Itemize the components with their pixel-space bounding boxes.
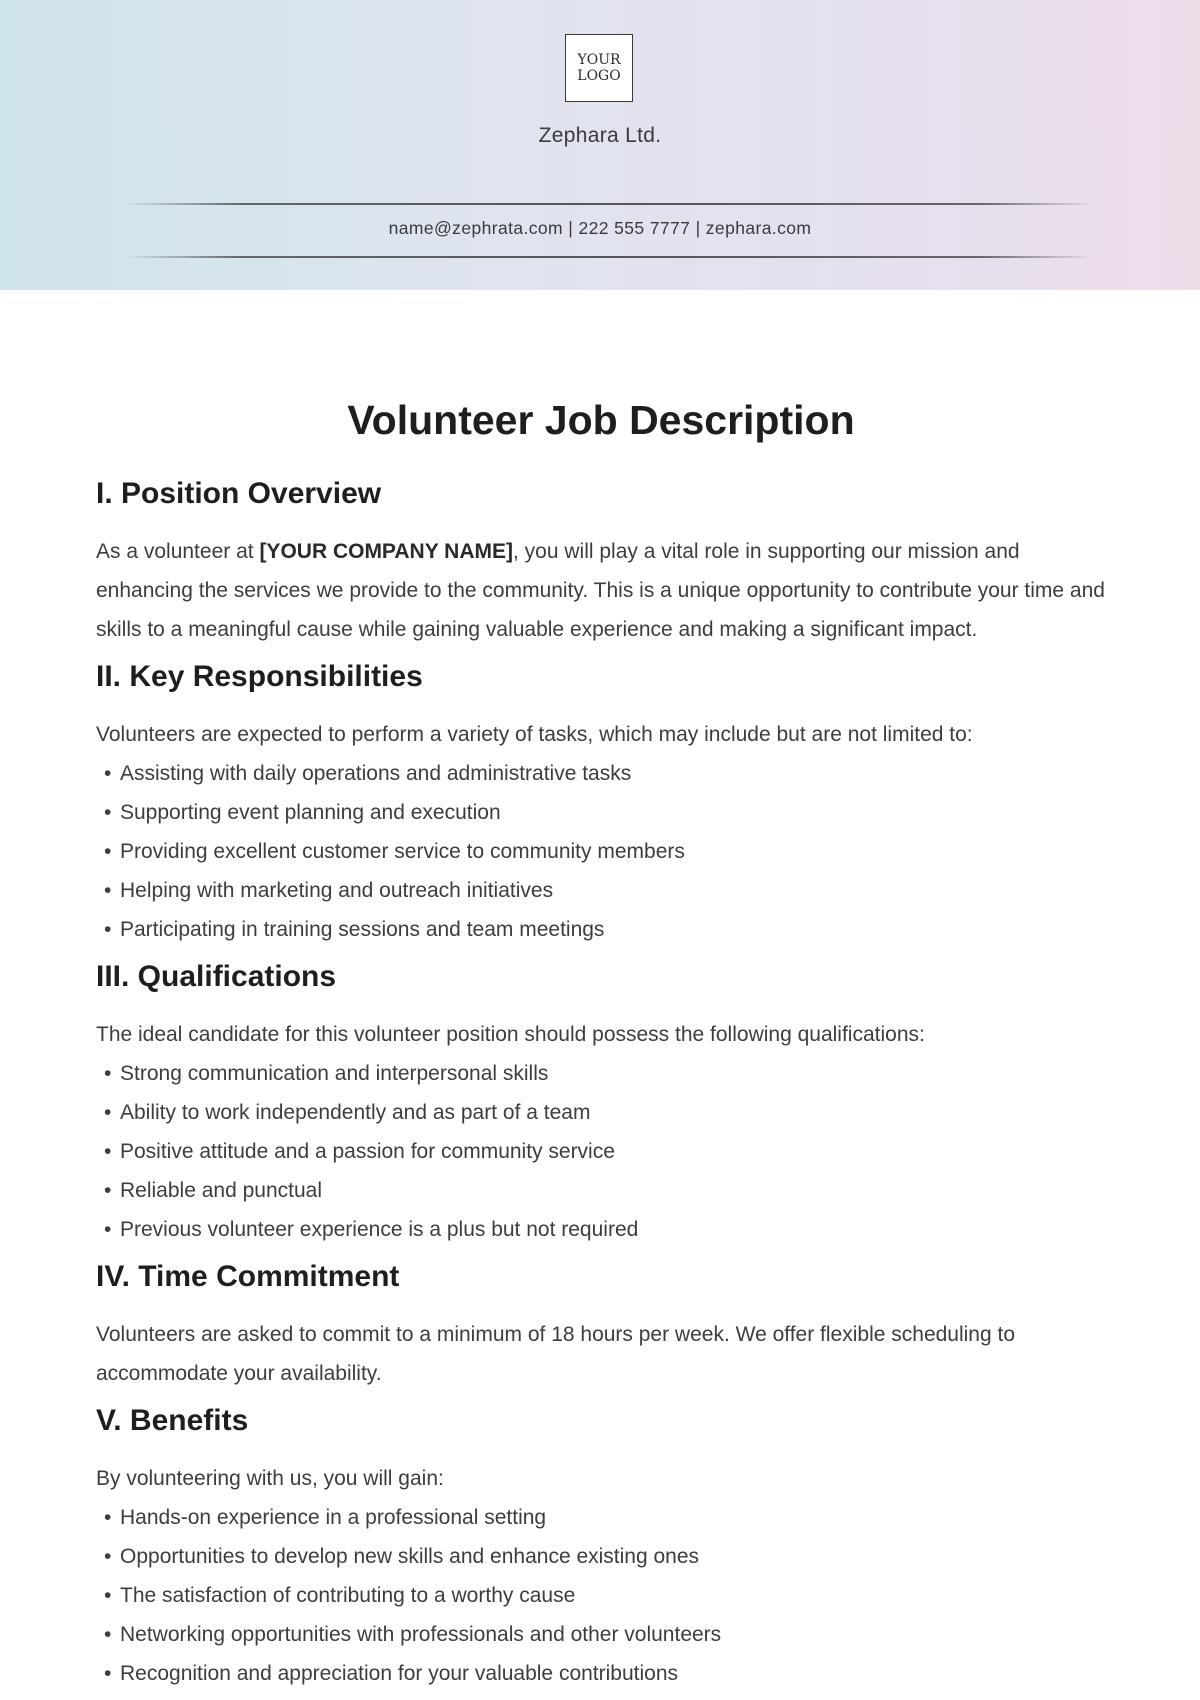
list-item: • Supporting event planning and execution (96, 793, 1106, 832)
list-item: • Reliable and punctual (96, 1171, 1106, 1210)
logo-line-2: LOGO (577, 68, 621, 84)
section-key-responsibilities (96, 657, 1106, 949)
company-logo (565, 34, 633, 102)
time-commitment-paragraph: Volunteers are asked to commit to a minimum of 18 hours per week. We offer flexible scheduling to accommodate your availability. (96, 1323, 1016, 1385)
section-heading: V. Benefits (96, 1404, 249, 1437)
list-item: • Participating in training sessions and team meetings (96, 910, 1106, 949)
section-heading: III. Qualifications (96, 960, 337, 993)
list-item: • Previous volunteer experience is a plus but not required (96, 1210, 1106, 1249)
document-body (96, 390, 1106, 1693)
qualifications-intro: The ideal candidate for this volunteer position should possess the following qualifications: (96, 1023, 925, 1046)
responsibilities-list (96, 754, 1106, 949)
overview-text-start: As a volunteer at (96, 540, 260, 563)
list-item: • Helping with marketing and outreach initiatives (96, 871, 1106, 910)
benefits-list (96, 1498, 1106, 1693)
company-name: Zephara Ltd. (538, 124, 662, 147)
list-item: • The satisfaction of contributing to a worthy cause (96, 1576, 1106, 1615)
list-item: • Opportunities to develop new skills and enhance existing ones (96, 1537, 1106, 1576)
section-qualifications (96, 957, 1106, 1249)
section-benefits (96, 1401, 1106, 1693)
list-item: • Networking opportunities with professionals and other volunteers (96, 1615, 1106, 1654)
list-item: • Hands-on experience in a professional setting (96, 1498, 1106, 1537)
overview-text-end: , you will play a vital role in supporting our mission and enhancing the services we provide to the community. This is a unique opportunity to contribute your time and skills to a meaningful cause while gaining valuable experience and making a significant impact. (96, 540, 1105, 641)
logo-line-1: YOUR (577, 52, 621, 68)
header-divider-bottom (125, 256, 1095, 258)
qualifications-list (96, 1054, 1106, 1249)
section-heading: IV. Time Commitment (96, 1260, 400, 1293)
overview-paragraph (96, 532, 1106, 649)
header-divider-top (125, 203, 1095, 205)
responsibilities-intro: Volunteers are expected to perform a variety of tasks, which may include but are not limited to: (96, 723, 973, 746)
section-time-commitment (96, 1257, 1106, 1393)
benefits-intro: By volunteering with us, you will gain: (96, 1467, 444, 1490)
list-item: • Providing excellent customer service to community members (96, 832, 1106, 871)
company-name-placeholder: [YOUR COMPANY NAME] (259, 540, 513, 563)
list-item: • Assisting with daily operations and administrative tasks (96, 754, 1106, 793)
section-position-overview (96, 474, 1106, 649)
list-item: • Strong communication and interpersonal skills (96, 1054, 1106, 1093)
contact-info: name@zephrata.com | 222 555 7777 | zephara.com (388, 218, 812, 238)
document-title: Volunteer Job Description (347, 397, 855, 443)
list-item: • Ability to work independently and as part of a team (96, 1093, 1106, 1132)
list-item: • Recognition and appreciation for your valuable contributions (96, 1654, 1106, 1693)
section-heading: I. Position Overview (96, 477, 382, 510)
list-item: • Positive attitude and a passion for community service (96, 1132, 1106, 1171)
section-heading: II. Key Responsibilities (96, 660, 423, 693)
page-header (0, 0, 1200, 290)
